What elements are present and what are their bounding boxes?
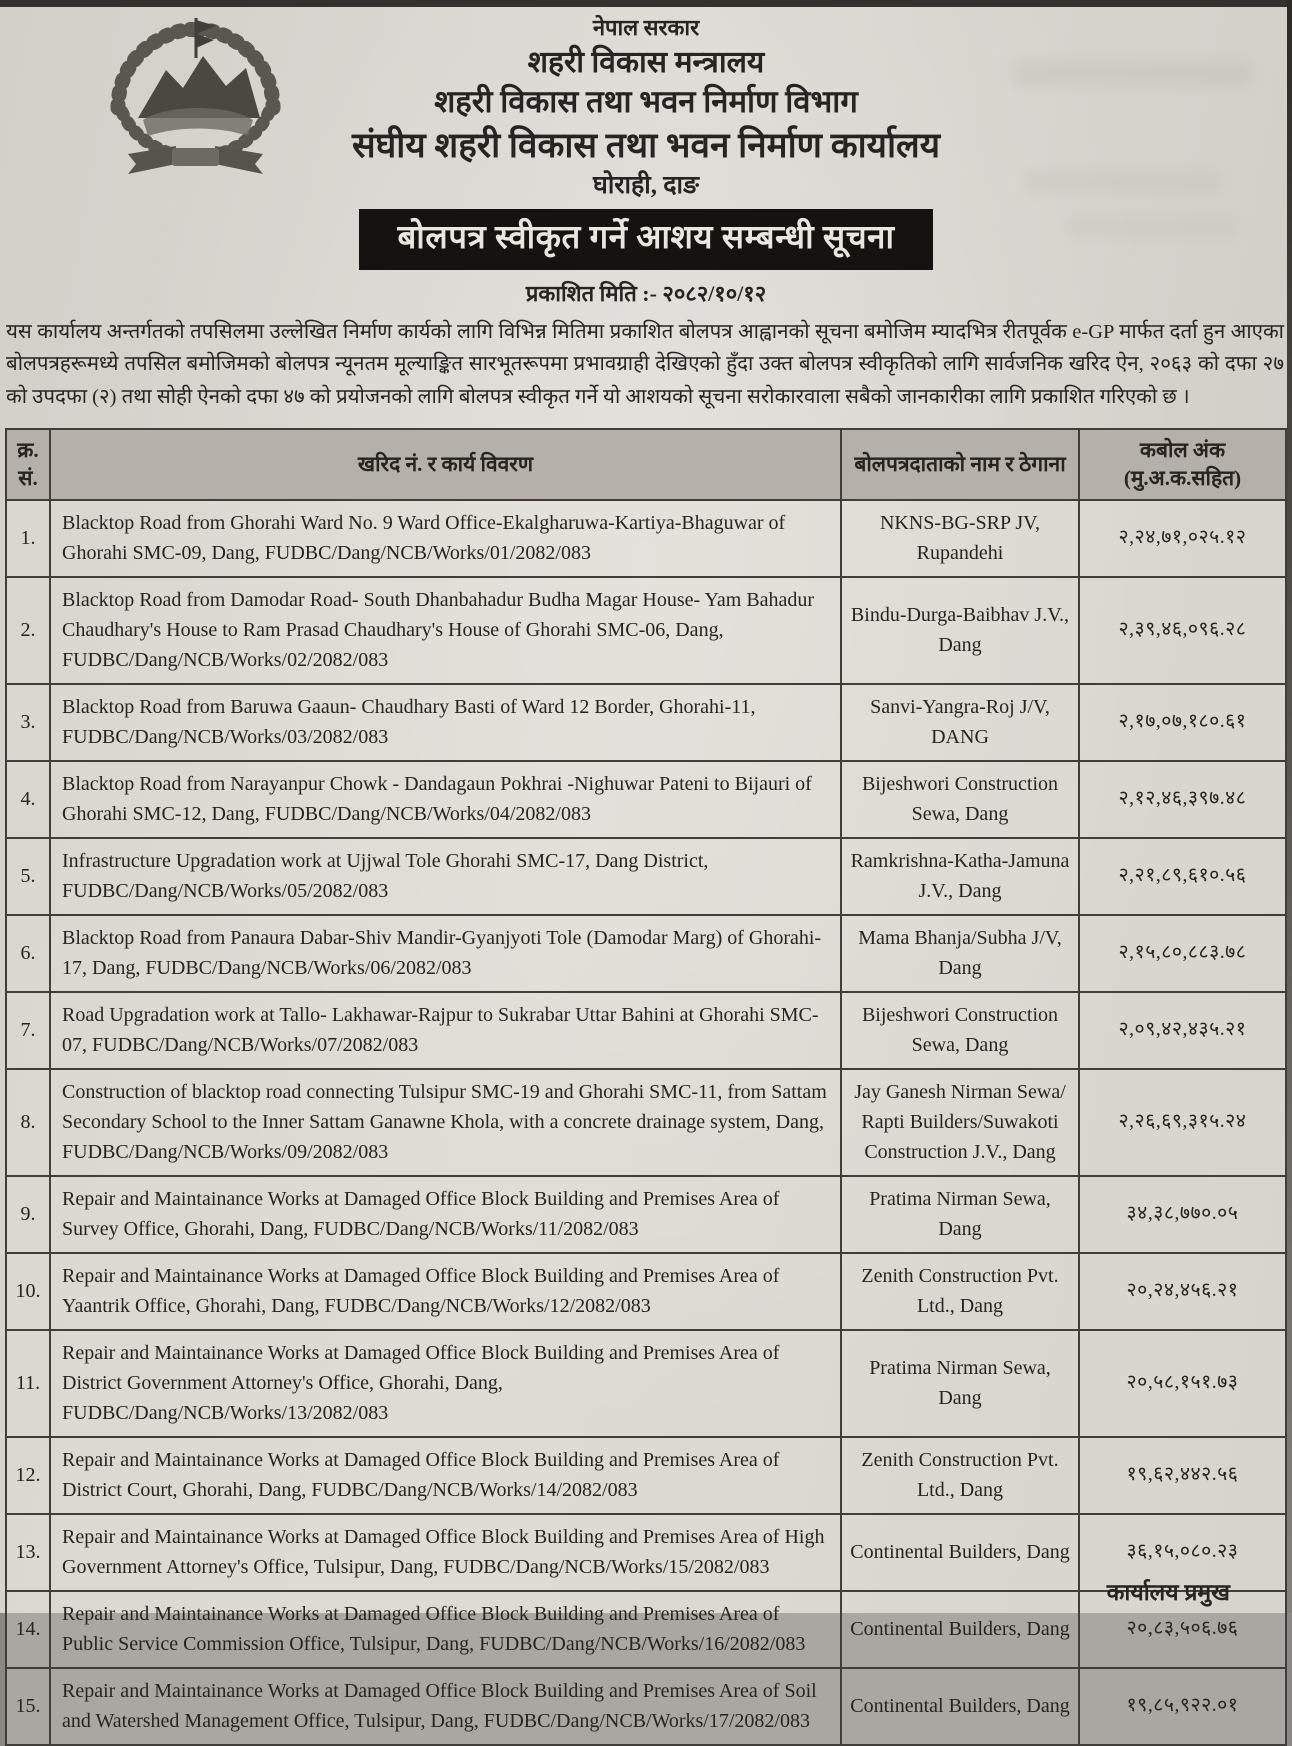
table-row bbox=[6, 1069, 1286, 1176]
serial-cell: 12. bbox=[6, 1437, 50, 1514]
table-row bbox=[6, 1514, 1286, 1591]
description-cell: Repair and Maintainance Works at Damaged Office Block Building and Premises Area of Soil and Watershed Management Office, Tulsipur, Dang, FUDBC/Dang/NCB/Works/17/2082/083 bbox=[50, 1668, 841, 1745]
bidder-cell: Continental Builders, Dang bbox=[841, 1668, 1079, 1745]
bidder-cell: Continental Builders, Dang bbox=[841, 1591, 1079, 1668]
nepal-emblem-icon bbox=[88, 8, 303, 194]
bidder-cell: Bindu-Durga-Baibhav J.V., Dang bbox=[841, 577, 1079, 684]
header-description: खरिद नं. र कार्य विवरण bbox=[50, 429, 841, 500]
office-name: संघीय शहरी विकास तथा भवन निर्माण कार्यालय bbox=[351, 125, 941, 165]
amount-cell: १९,६२,४४२.५६ bbox=[1079, 1437, 1286, 1514]
description-cell: Repair and Maintainance Works at Damaged Office Block Building and Premises Area of Yaantrik Office, Ghorahi, Dang, FUDBC/Dang/NCB/Works/12/2082/083 bbox=[50, 1253, 841, 1330]
serial-cell: 9. bbox=[6, 1176, 50, 1253]
table-header-row bbox=[6, 429, 1286, 500]
table-row bbox=[6, 915, 1286, 992]
amount-cell: २,३९,४६,०९६.२८ bbox=[1079, 577, 1286, 684]
government-name: नेपाल सरकार bbox=[592, 15, 700, 40]
bidder-cell: Pratima Nirman Sewa, Dang bbox=[841, 1330, 1079, 1437]
published-date: प्रकाशित मिति :- २०८२/१०/१२ bbox=[525, 281, 767, 306]
description-cell: Construction of blacktop road connecting Tulsipur SMC-19 and Ghorahi SMC-11, from Sattam Secondary School to the Inner Sattam Ganawne Khola, with a concrete drainage system, Dang, FUDBC/Dang/NCB/Works/09/2082/083 bbox=[50, 1069, 841, 1176]
serial-cell: 4. bbox=[6, 761, 50, 838]
bidder-cell: Bijeshwori Construction Sewa, Dang bbox=[841, 992, 1079, 1069]
header-serial: क्र. सं. bbox=[6, 429, 50, 500]
description-cell: Repair and Maintainance Works at Damaged Office Block Building and Premises Area of District Government Attorney's Office, Ghorahi, Dang, FUDBC/Dang/NCB/Works/13/2082/083 bbox=[50, 1330, 841, 1437]
amount-cell: २०,८३,५०६.७६ bbox=[1079, 1591, 1286, 1668]
amount-cell: २०,५८,१५१.७३ bbox=[1079, 1330, 1286, 1437]
amount-cell: ३६,१५,०८०.२३ bbox=[1079, 1514, 1286, 1591]
serial-cell: 11. bbox=[6, 1330, 50, 1437]
table-row bbox=[6, 1668, 1286, 1745]
table-row bbox=[6, 761, 1286, 838]
serial-cell: 6. bbox=[6, 915, 50, 992]
amount-cell: २,१५,८०,८८३.७८ bbox=[1079, 915, 1286, 992]
description-cell: Repair and Maintainance Works at Damaged Office Block Building and Premises Area of Survey Office, Ghorahi, Dang, FUDBC/Dang/NCB/Works/11/2082/083 bbox=[50, 1176, 841, 1253]
notice-table-body bbox=[6, 500, 1286, 1745]
amount-cell: २,१२,४६,३९७.४८ bbox=[1079, 761, 1286, 838]
table-row bbox=[6, 577, 1286, 684]
table-row bbox=[6, 1437, 1286, 1514]
amount-cell: १९,८५,९२२.०१ bbox=[1079, 1668, 1286, 1745]
bidder-cell: Mama Bhanja/Subha J/V, Dang bbox=[841, 915, 1079, 992]
table-row bbox=[6, 500, 1286, 577]
description-cell: Repair and Maintainance Works at Damaged Office Block Building and Premises Area of Public Service Commission Office, Tulsipur, Dang, FUDBC/Dang/NCB/Works/16/2082/083 bbox=[50, 1591, 841, 1668]
masthead bbox=[0, 0, 1292, 308]
table-row bbox=[6, 1591, 1286, 1668]
serial-cell: 1. bbox=[6, 500, 50, 577]
table-row bbox=[6, 992, 1286, 1069]
amount-cell: २,२६,६९,३१५.२४ bbox=[1079, 1069, 1286, 1176]
amount-cell: २,२४,७१,०२५.१२ bbox=[1079, 500, 1286, 577]
description-cell: Repair and Maintainance Works at Damaged Office Block Building and Premises Area of High Government Attorney's Office, Tulsipur, Dang, FUDBC/Dang/NCB/Works/15/2082/083 bbox=[50, 1514, 841, 1591]
description-cell: Blacktop Road from Damodar Road- South Dhanbahadur Budha Magar House- Yam Bahadur Chaudhary's House to Ram Prasad Chaudhary's House of Ghorahi SMC-06, Dang, FUDBC/Dang/NCB/Works/02/2082/083 bbox=[50, 577, 841, 684]
serial-cell: 14. bbox=[6, 1591, 50, 1668]
bidder-cell: Zenith Construction Pvt. Ltd., Dang bbox=[841, 1253, 1079, 1330]
signature-title: कार्यालय प्रमुख bbox=[1106, 1580, 1230, 1605]
bidder-cell: Pratima Nirman Sewa, Dang bbox=[841, 1176, 1079, 1253]
amount-cell: २,०९,४२,४३५.२१ bbox=[1079, 992, 1286, 1069]
description-cell: Infrastructure Upgradation work at Ujjwal Tole Ghorahi SMC-17, Dang District, FUDBC/Dang/NCB/Works/05/2082/083 bbox=[50, 838, 841, 915]
serial-cell: 15. bbox=[6, 1668, 50, 1745]
header-bidder: बोलपत्रदाताको नाम र ठेगाना bbox=[841, 429, 1079, 500]
amount-cell: २०,२४,४५६.२१ bbox=[1079, 1253, 1286, 1330]
serial-cell: 13. bbox=[6, 1514, 50, 1591]
table-row bbox=[6, 1253, 1286, 1330]
tender-table bbox=[5, 428, 1287, 1746]
description-cell: Blacktop Road from Ghorahi Ward No. 9 Ward Office-Ekalgharuwa-Kartiya-Bhaguwar of Ghorahi SMC-09, Dang, FUDBC/Dang/NCB/Works/01/2082/083 bbox=[50, 500, 841, 577]
bidder-cell: Ramkrishna-Katha-Jamuna J.V., Dang bbox=[841, 838, 1079, 915]
header-amount: कबोल अंक (मु.अ.क.सहित) bbox=[1079, 429, 1286, 500]
serial-cell: 3. bbox=[6, 684, 50, 761]
bidder-cell: Zenith Construction Pvt. Ltd., Dang bbox=[841, 1437, 1079, 1514]
table-row bbox=[6, 684, 1286, 761]
description-cell: Repair and Maintainance Works at Damaged Office Block Building and Premises Area of District Court, Ghorahi, Dang, FUDBC/Dang/NCB/Works/14/2082/083 bbox=[50, 1437, 841, 1514]
bidder-cell: Jay Ganesh Nirman Sewa/ Rapti Builders/Suwakoti Construction J.V., Dang bbox=[841, 1069, 1079, 1176]
serial-cell: 2. bbox=[6, 577, 50, 684]
amount-cell: ३४,३८,७७०.०५ bbox=[1079, 1176, 1286, 1253]
amount-cell: २,१७,०७,१८०.६१ bbox=[1079, 684, 1286, 761]
bidder-cell: NKNS-BG-SRP JV, Rupandehi bbox=[841, 500, 1079, 577]
table-row bbox=[6, 1330, 1286, 1437]
description-cell: Blacktop Road from Narayanpur Chowk - Dandagaun Pokhrai -Nighuwar Pateni to Bijauri of Ghorahi SMC-12, Dang, FUDBC/Dang/NCB/Works/04/2082/083 bbox=[50, 761, 841, 838]
bidder-cell: Continental Builders, Dang bbox=[841, 1514, 1079, 1591]
description-cell: Blacktop Road from Baruwa Gaaun- Chaudhary Basti of Ward 12 Border, Ghorahi-11, FUDBC/Dang/NCB/Works/03/2082/083 bbox=[50, 684, 841, 761]
notice-title-banner: बोलपत्र स्वीकृत गर्ने आशय सम्बन्धी सूचना bbox=[359, 209, 932, 270]
ministry-name: शहरी विकास मन्त्रालय bbox=[527, 45, 765, 79]
serial-cell: 7. bbox=[6, 992, 50, 1069]
amount-cell: २,२१,८९,६१०.५६ bbox=[1079, 838, 1286, 915]
office-location: घोराही, दाङ bbox=[593, 171, 699, 199]
notice-body-paragraph: यस कार्यालय अन्तर्गतको तपसिलमा उल्लेखित निर्माण कार्यको लागि विभिन्न मितिमा प्रकाशित बोलपत्र आह्वानको सूचना बमोजिम म्यादभित्र रीतपूर्वक e-GP मार्फत दर्ता हुन आएका बोलपत्रहरूमध्ये तपसिल बमोजिमको बोलपत्र न्यूनतम मूल्याङ्कित सारभूतरूपमा प्रभावग्राही देखिएको हुँदा उक्त बोलपत्र स्वीकृतिको लागि सार्वजनिक खरिद ऐन, २०६३ को दफा २७ को उपदफा (२) तथा सोही ऐनको दफा ४७ को प्रयोजनको लागि बोलपत्र स्वीकृत गर्ने यो आशयको सूचना सरोकारवाला सबैको जानकारीका लागि प्रकाशित गरिएको छ । bbox=[6, 320, 1284, 409]
bidder-cell: Sanvi-Yangra-Roj J/V, DANG bbox=[841, 684, 1079, 761]
table-row bbox=[6, 1176, 1286, 1253]
serial-cell: 8. bbox=[6, 1069, 50, 1176]
table-row bbox=[6, 838, 1286, 915]
description-cell: Blacktop Road from Panaura Dabar-Shiv Mandir-Gyanjyoti Tole (Damodar Marg) of Ghorahi-17, Dang, FUDBC/Dang/NCB/Works/06/2082/083 bbox=[50, 915, 841, 992]
serial-cell: 10. bbox=[6, 1253, 50, 1330]
serial-cell: 5. bbox=[6, 838, 50, 915]
department-name: शहरी विकास तथा भवन निर्माण विभाग bbox=[434, 84, 858, 119]
bidder-cell: Bijeshwori Construction Sewa, Dang bbox=[841, 761, 1079, 838]
description-cell: Road Upgradation work at Tallo- Lakhawar-Rajpur to Sukrabar Uttar Bahini at Ghorahi SMC-07, FUDBC/Dang/NCB/Works/07/2082/083 bbox=[50, 992, 841, 1069]
